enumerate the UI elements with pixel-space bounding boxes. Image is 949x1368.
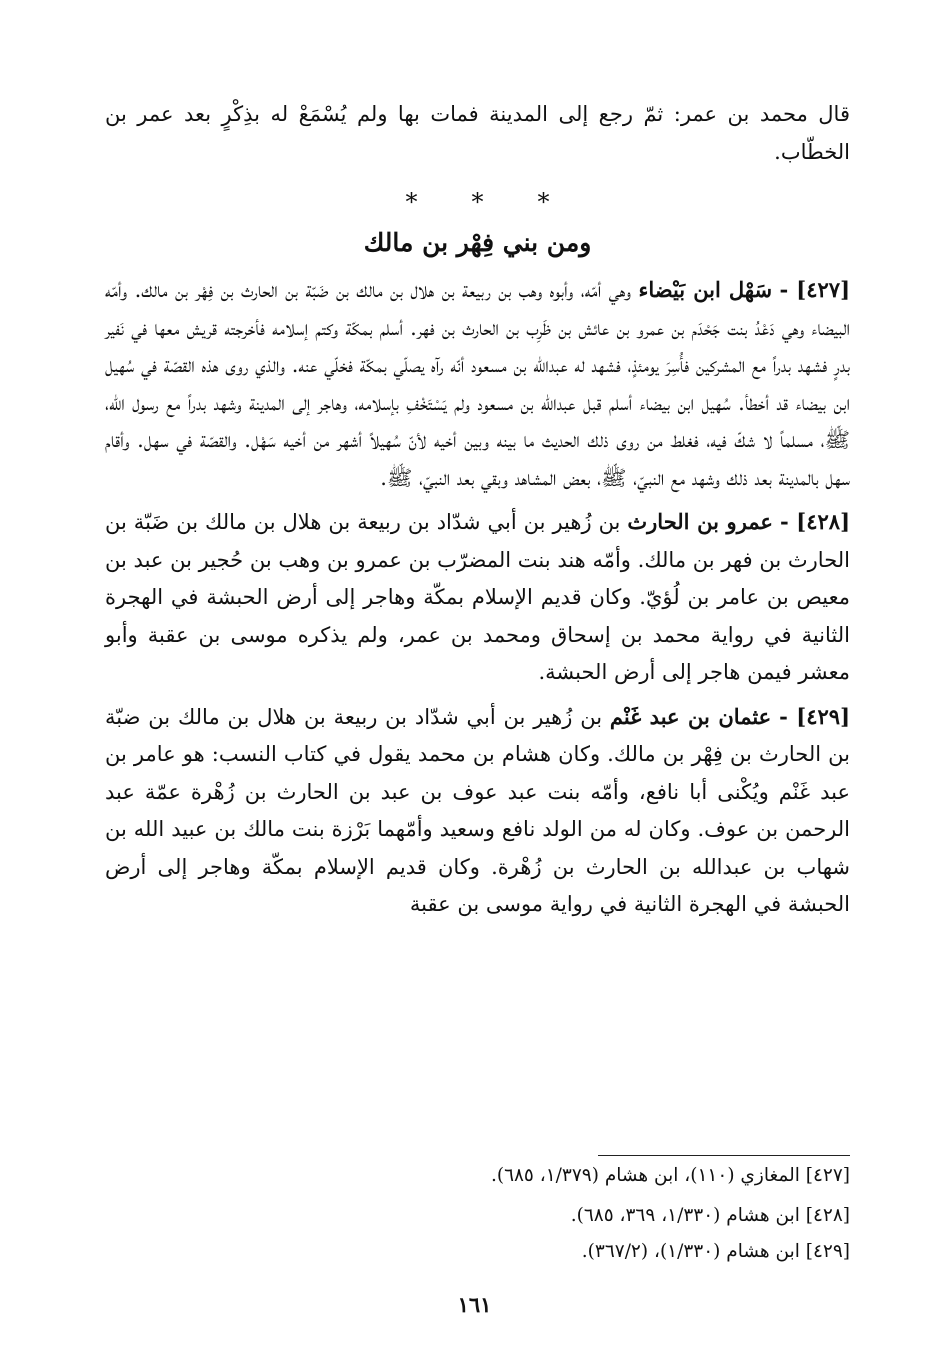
divider-star: * xyxy=(405,188,418,216)
entry-number: [٤٢٨] - xyxy=(779,509,850,534)
entry-427 xyxy=(105,271,850,497)
entry-429 xyxy=(105,698,850,924)
intro-paragraph: قال محمد بن عمر: ثمّ رجع إلى المدينة فمات بها ولم يُسْمَعْ له بذِكْرٍ بعد عمر بن الخطّاب. xyxy=(105,102,850,164)
entry-text: بن زُهير بن أبي شدّاد بن ربيعة بن هلال بن مالك بن ضَبّة بن الحارث بن فهر بن مالك. وأمّه هند بنت المضرّب بن عمرو بن وهب بن حُجير بن عبد بن معيص بن عامر بن لُؤيّ. وكان قديم الإسلام بمكّة وهاجر إلى أرض الحبشة في الهجرة الثانية في رواية محمد بن إسحاق ومحمد بن عمر، ولم يذكره موسى بن عقبة وأبو معشر فيمن هاجر إلى أرض الحبشة. xyxy=(105,510,850,684)
entry-name: سَهْل ابن بَيْضاء xyxy=(638,277,773,302)
footnote-separator xyxy=(598,1155,850,1156)
footnote-428: [٤٢٨] ابن هشام (١/٣٣٠، ٣٦٩، ٦٨٥). xyxy=(570,1205,850,1226)
divider-star: * xyxy=(537,188,550,216)
page-body xyxy=(105,96,850,930)
entry-name: عثمان بن عبد غَنْم xyxy=(609,703,772,729)
entry-text: وهي أمّه، وأبوه وهب بن ربيعة بن هلال بن مالك بن ضَبّة بن الحارث بن فِهْر بن مالك. وأمّه البيضاء وهي دَعْدُ بنت جَحْدَم بن عمرو بن عائش بن ظَرِب بن الحارث بن فهر. أسلم بمكّة وكتم إسلامه فأخرجته قريش معها في نَفير بدرٍ فشهد بدراً مع المشركين فأُسِرَ يومئذٍ، فشهد له عبدالله بن مسعود أنّه رآه يصلّي بمكّة فخلّي عنه. والذي روى هذه القصّة في سُهيل ابن بيضاء قد أخطأ. سُهيل ابن بيضاء أسلم قبل عبدالله بن مسعود ولم يَسْتَخْفِ بإسلامه، وهاجر إلى المدينة وشهد بدراً مع رسول الله، ﷺ، مسلماً لا شكّ فيه، فغلط من روى ذلك الحديث ما بينه وبين أخيه لأنّ سُهيلاً أشهر من أخيه سَهْل. والقصّة في سهل. وأقام سهل بالمدينة بعد ذلك وشهد مع النبيّ، ﷺ، بعض المشاهد وبقي بعد النبيّ، ﷺ. xyxy=(105,278,851,490)
page-number: ١٦١ xyxy=(457,1292,492,1317)
section-heading: ومن بني فِهْر بن مالك xyxy=(363,228,592,257)
entry-428 xyxy=(105,503,850,692)
entry-text: بن زُهير بن أبي شدّاد بن ربيعة بن هلال بن مالك بن ضبّة بن الحارث بن فِهْر بن مالك. وكان هشام بن محمد يقول في كتاب النسب: هو عامر بن عبد غَنْم ويُكْنى أبا نافع، وأمّه بنت عبد عوف بن عبد بن الحارث بن زُهْرة عمّة عبد الرحمن بن عوف. وكان له من الولد نافع وسعيد وأمّهما بَرْزة بنت مالك بن عبيد الله بن شهاب بن عبدالله بن الحارث بن زُهْرة. وكان قديم الإسلام بمكّة وهاجر إلى أرض الحبشة في الهجرة الثانية في رواية موسى بن عقبة xyxy=(105,704,850,916)
divider-star: * xyxy=(471,188,484,216)
entry-name: عمرو بن الحارث xyxy=(627,509,773,534)
footnote-427: [٤٢٧] المغازي (١١٠)، ابن هشام (١/٣٧٩، ٦٨٥). xyxy=(490,1165,850,1186)
footnote-429: [٤٢٩] ابن هشام (١/٣٣٠)، (٣٦٧/٢). xyxy=(581,1241,850,1262)
entry-number: [٤٢٧] - xyxy=(779,277,850,302)
entry-number: [٤٢٩] - xyxy=(779,703,850,729)
section-divider xyxy=(105,185,850,219)
